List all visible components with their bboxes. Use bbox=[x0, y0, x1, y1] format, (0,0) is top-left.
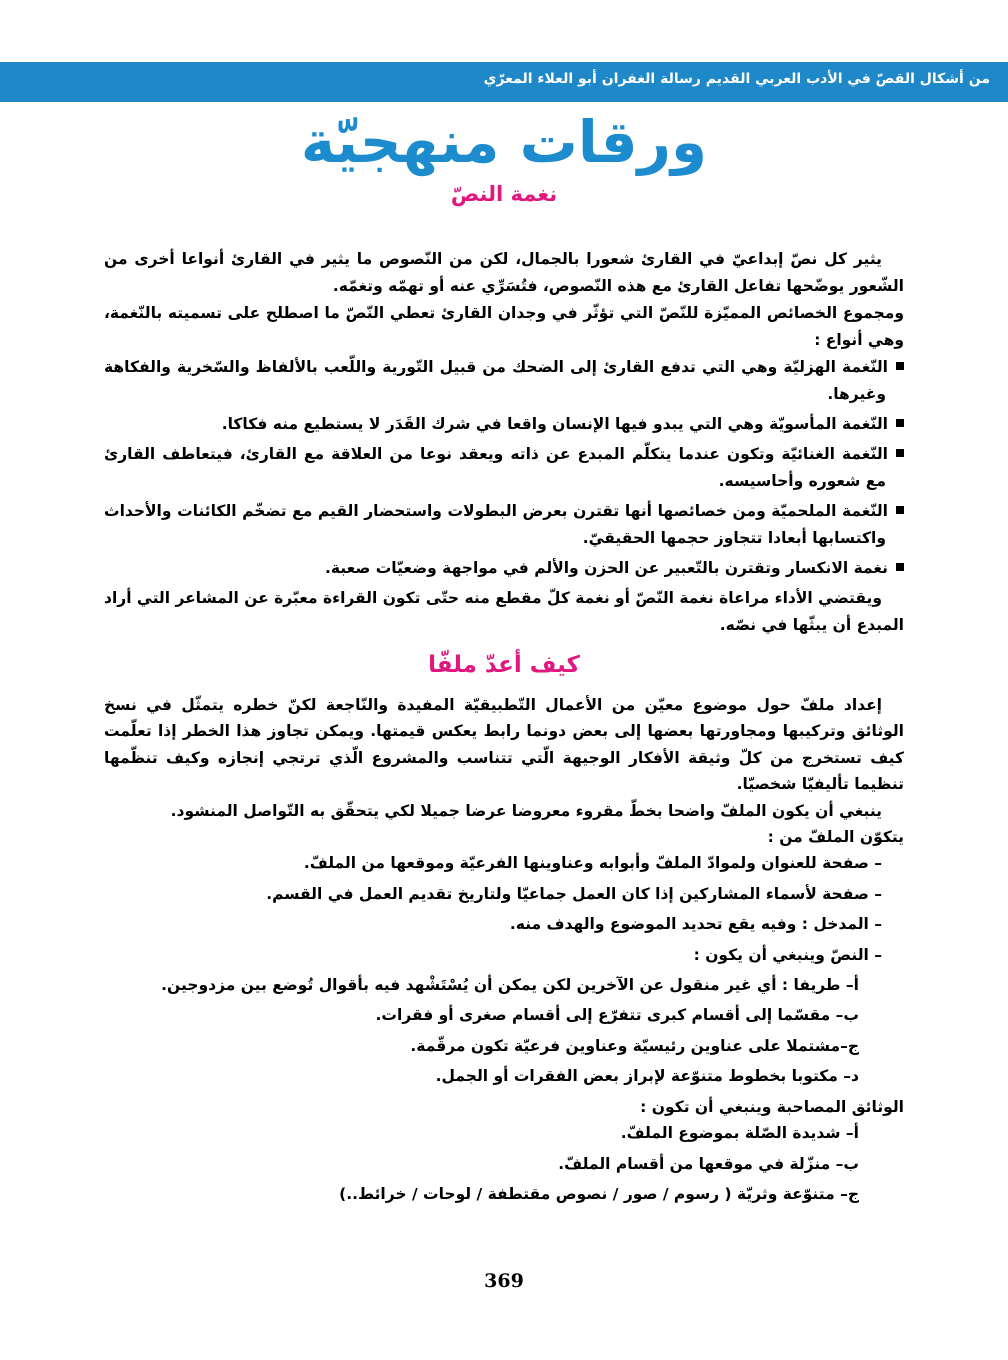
list-item-text: النّغمة المأسويّة وهي التي يبدو فيها الإنسان واقعا في شرك القَدَر لا يستطيع منه فكاكا. bbox=[221, 415, 888, 433]
list-item-text: نغمة الانكسار وتقترن بالتّعبير عن الحزن والألم في مواجهة وضعيّات صعبة. bbox=[324, 559, 888, 577]
list-item: ج– متنوّعة وثريّة ( رسوم / صور / نصوص مقتطفة / لوحات / خرائط..) bbox=[339, 1184, 859, 1203]
list-item: ب– مقسّما إلى أقسام كبرى تتفرّع إلى أقسام صغرى أو فقرات. bbox=[375, 1006, 859, 1025]
list-item: أ– طريفا : أي غير منقول عن الآخرين لكن يمكن أن يُسْتَشْهد فيه بأقوال تُوضع بين مزدوجين. bbox=[161, 976, 859, 995]
list-item: – النصّ وينبغي أن يكون : bbox=[693, 945, 882, 964]
page-title: ورقات منهجيّة bbox=[300, 108, 708, 176]
paragraph-file-intro: إعداد ملفّ حول موضوع معيّن من الأعمال التّطبيقيّة المفيدة والنّاجعة لكنّ خطره يتمثّل في نسخ الوثائق وتركيبها ومجاورتها بعضها إلى بعض دونما رابط يعكس قيمتها. ويمكن تجاوز هذا الخطر إذا تعلّمت كيف تستخرج من كلّ وثيقة الأفكار الوجيهة الّتي تتناسب والمشروع الّذي ترتجي إنجازه وكيف تنظّمها تنظيما تأليفيّا شخصيّا. bbox=[104, 696, 904, 794]
list-item bbox=[104, 411, 904, 438]
header-bar bbox=[0, 62, 1008, 102]
page-number: 369 bbox=[484, 1270, 524, 1292]
section-tone-body bbox=[104, 246, 904, 639]
list-item: د– مكتوبا بخطوط متنوّعة لإبراز بعض الفقرات أو الجمل. bbox=[435, 1067, 859, 1086]
section-heading-file: كيف أعدّ ملفّا bbox=[428, 652, 580, 678]
consists-label: يتكوّن الملفّ من : bbox=[767, 828, 904, 847]
breadcrumb: من أشكال القصّ في الأدب العربي القديم رسالة الغفران أبو العلاء المعرّي bbox=[483, 71, 990, 87]
paragraph-intro: يثير كل نصّ إبداعيّ في القارئ شعورا بالجمال، لكن من النّصوص ما يثير في القارئ أنواعا أخرى من الشّعور يوضّحها تفاعل القارئ مع هذه النّصوص، فتُسَرِّي عنه أو تهمّه وتغمّه. bbox=[104, 250, 904, 295]
section-heading-tone: نغمة النصّ bbox=[450, 182, 558, 206]
list-item bbox=[104, 441, 904, 495]
list-item-text: النّغمة الهزليّة وهي التي تدفع القارئ إلى الضحك من قبيل التّورية واللّعب بالألفاظ والسّخرية والفكاهة وغيرها. bbox=[104, 358, 888, 403]
list-item bbox=[104, 555, 904, 582]
square-bullet-icon bbox=[896, 362, 904, 370]
list-item bbox=[104, 354, 904, 408]
list-item: ج–مشتملا على عناوين رئيسيّة وعناوين فرعيّة تكون مرقّمة. bbox=[410, 1036, 859, 1055]
square-bullet-icon bbox=[896, 449, 904, 457]
paragraph-presentation: ينبغي أن يكون الملفّ واضحا بخطّ مقروء معروضا عرضا جميلا لكي يتحقّق به التّواصل المنشود. bbox=[170, 801, 882, 820]
square-bullet-icon bbox=[896, 506, 904, 514]
list-item bbox=[104, 498, 904, 552]
list-item-text: النّغمة الغنائيّة وتكون عندما يتكلّم المبدع عن ذاته ويعقد نوعا من العلاقة مع القارئ، فيتعاطف القارئ مع شعوره وأحاسيسه. bbox=[104, 445, 888, 490]
list-item: – المدخل : وفيه يقع تحديد الموضوع والهدف منه. bbox=[509, 915, 882, 934]
list-item: – صفحة للعنوان ولموادّ الملفّ وأبوابه وعناوينها الفرعيّة وموقعها من الملفّ. bbox=[303, 854, 882, 873]
square-bullet-icon bbox=[896, 419, 904, 427]
paragraph-conclusion: ويقتضي الأداء مراعاة نغمة النّصّ أو نغمة كلّ مقطع منه حتّى تكون القراءة معبّرة عن المشاعر التي أراد المبدع أن يبثّها في نصّه. bbox=[104, 589, 904, 634]
paragraph-definition: ومجموع الخصائص المميّزة للنّصّ التي تؤثّر في وجدان القارئ تعطي النّصّ ما اصطلح على تسميته بالنّغمة، وهي أنواع : bbox=[104, 304, 904, 349]
list-item: ب– منزّلة في موقعها من أقسام الملفّ. bbox=[558, 1154, 859, 1173]
square-bullet-icon bbox=[896, 563, 904, 571]
list-item-text: النّغمة الملحميّة ومن خصائصها أنها تقترن بعرض البطولات واستحضار القيم مع تضخّم الكائنات والأحداث واكتسابها أبعادا تتجاوز حجمها الحقيقيّ. bbox=[104, 502, 888, 547]
section-file-body bbox=[104, 692, 904, 1211]
documents-label: الوثائق المصاحبة وينبغي أن تكون : bbox=[640, 1097, 904, 1116]
list-item: – صفحة لأسماء المشاركين إذا كان العمل جماعيّا ولتاريخ تقديم العمل في القسم. bbox=[266, 884, 882, 903]
list-item: أ– شديدة الصّلة بموضوع الملفّ. bbox=[620, 1124, 859, 1143]
